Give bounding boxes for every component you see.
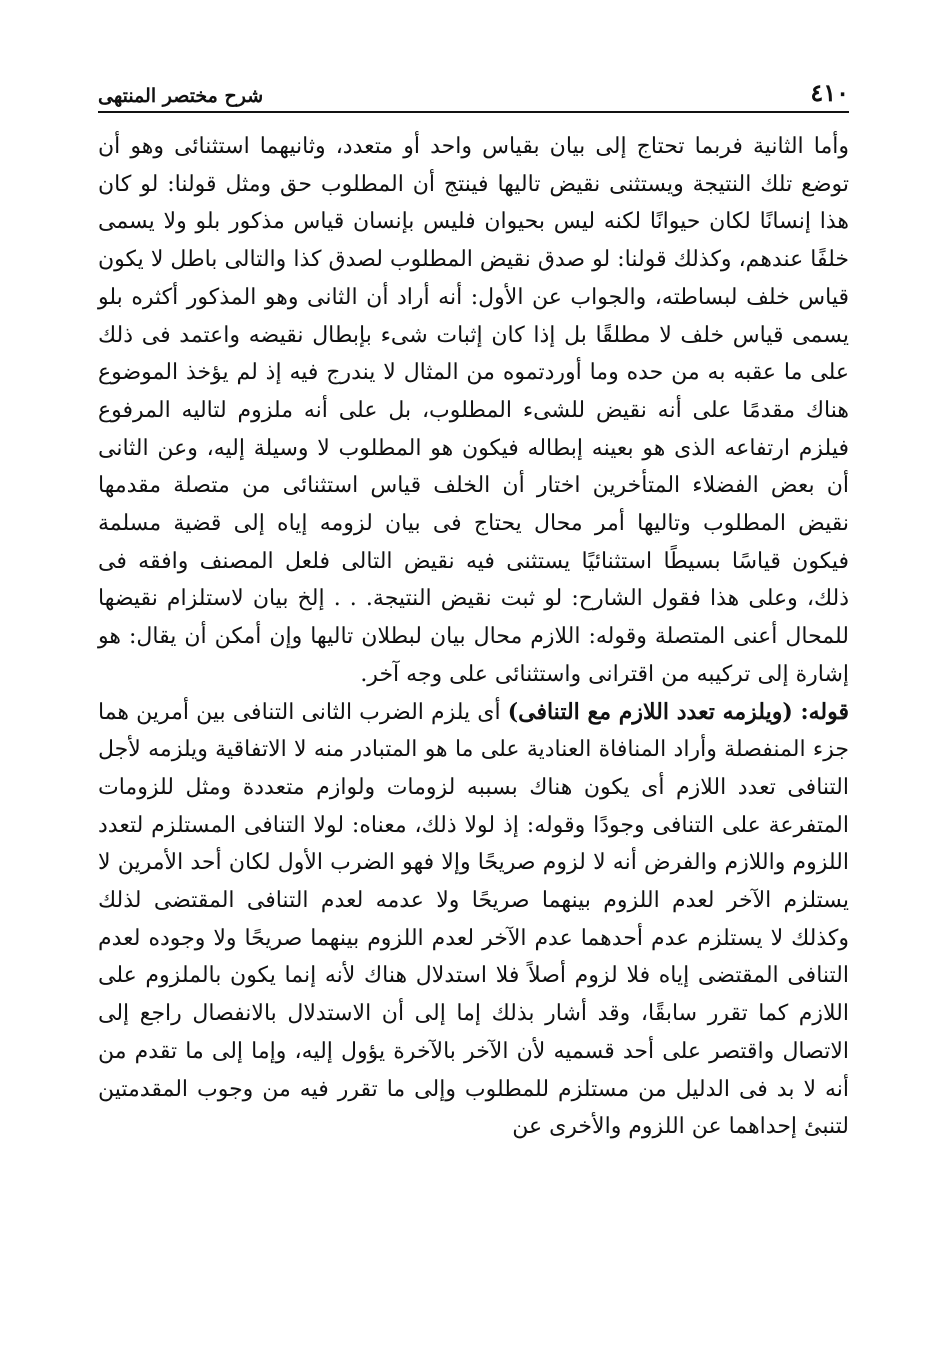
paragraph-2-lead: قوله: (ويلزمه تعدد اللازم مع التنافى) xyxy=(507,698,850,725)
page-header xyxy=(98,78,849,113)
page-number: ٤١٠ xyxy=(810,78,849,107)
paragraph-2-text: أى يلزم الضرب الثانى التنافى بين أمرين هما جزء المنفصلة وأراد المنافاة العنادية على ما هو المتبادر منه لا الاتفاقية ويلزمه لأجل التنافى تعدد اللازم أى يكون هناك بسببه لزومات ولوازم متعددة ومثل للزومات المتفرعة على التنافى وجودًا وقوله: إذ لولا ذلك، معناه: لولا التنافى المستلزم لتعدد اللزوم واللازم والفرض أنه لا لزوم صريحًا وإلا فهو الضرب الأول لكان أحد الأمرين لا يستلزم الآخر لعدم اللزوم بينهما صريحًا ولا عدمه لعدم التنافى المقتضى لذلك وكذلك لا يستلزم عدم أحدهما عدم الآخر لعدم اللزوم بينهما صريحًا ولا وجوده لعدم التنافى المقتضى إياه فلا لزوم أصلاً فلا استدلال هناك لأنه إنما يكون بالملزوم على اللازم كما تقرر سابقًا، وقد أشار بذلك إما إلى أن الاستدلال بالانفصال راجع إلى الاتصال واقتصر على أحد قسميه لأن الآخر بالآخرة يؤول إليه، وإما إلى ما تقدم من أنه لا بد فى الدليل من مستلزم للمطلوب وإلى ما تقرر فيه من وجوب المقدمتين لتنبئ إحداهما عن اللزوم والأخرى عن xyxy=(98,699,849,1140)
paragraph-1-text: وأما الثانية فربما تحتاج إلى بيان بقياس واحد أو متعدد، وثانيهما استثنائى وهو أن توضع تلك النتيجة ويستثنى نقيض تاليها فينتج أن المطلوب حق ومثل قولنا: لو كان هذا إنسانًا لكان حيوانًا لكنه ليس بحيوان فليس بإنسان قياس مذكور بلو ولا يسمى خلفًا عندهم، وكذلك قولنا: لو صدق نقيض المطلوب لصدق كذا والتالى باطل لا يكون قياس خلف لبساطته، والجواب عن الأول: أنه أراد أن الثانى وهو المذكور أكثره بلو يسمى قياس خلف لا مطلقًا بل إذا كان إثبات شىء بإبطال نقيضه واعتمد فى ذلك على ما عقبه به من حده وما أوردتموه من المثال لا يندرج فيه إذ لم يؤخذ الموضوع هناك مقدمًا على أنه نقيض للشىء المطلوب، بل على أنه ملزوم لتاليه المرفوع فيلزم ارتفاعه الذى هو بعينه إبطاله فيكون هو المطلوب لا وسيلة إليه، وعن الثانى أن بعض الفضلاء المتأخرين اختار أن الخلف قياس استثنائى من متصلة مقدمها نقيض المطلوب وتاليها أمر محال يحتاج فى بيان لزومه إياه إلى قضية مسلمة فيكون قياسًا بسيطًا استثنائيًا يستثنى فيه نقيض التالى فلعل المصنف وافقه فى ذلك، وعلى هذا فقول الشارح: لو ثبت نقيض النتيجة. . . إلخ بيان لاستلزام نقيضها للمحال أعنى المتصلة وقوله: اللازم محال بيان لبطلان تاليها وإن أمكن أن يقال: هو إشارة إلى تركيبه من اقترانى واستثنائى على وجه آخر. xyxy=(98,134,849,687)
running-title: شرح مختصر المنتهى xyxy=(98,85,264,107)
body-text xyxy=(98,128,849,1146)
paragraph-2 xyxy=(98,694,849,1146)
paragraph-1 xyxy=(98,128,849,694)
